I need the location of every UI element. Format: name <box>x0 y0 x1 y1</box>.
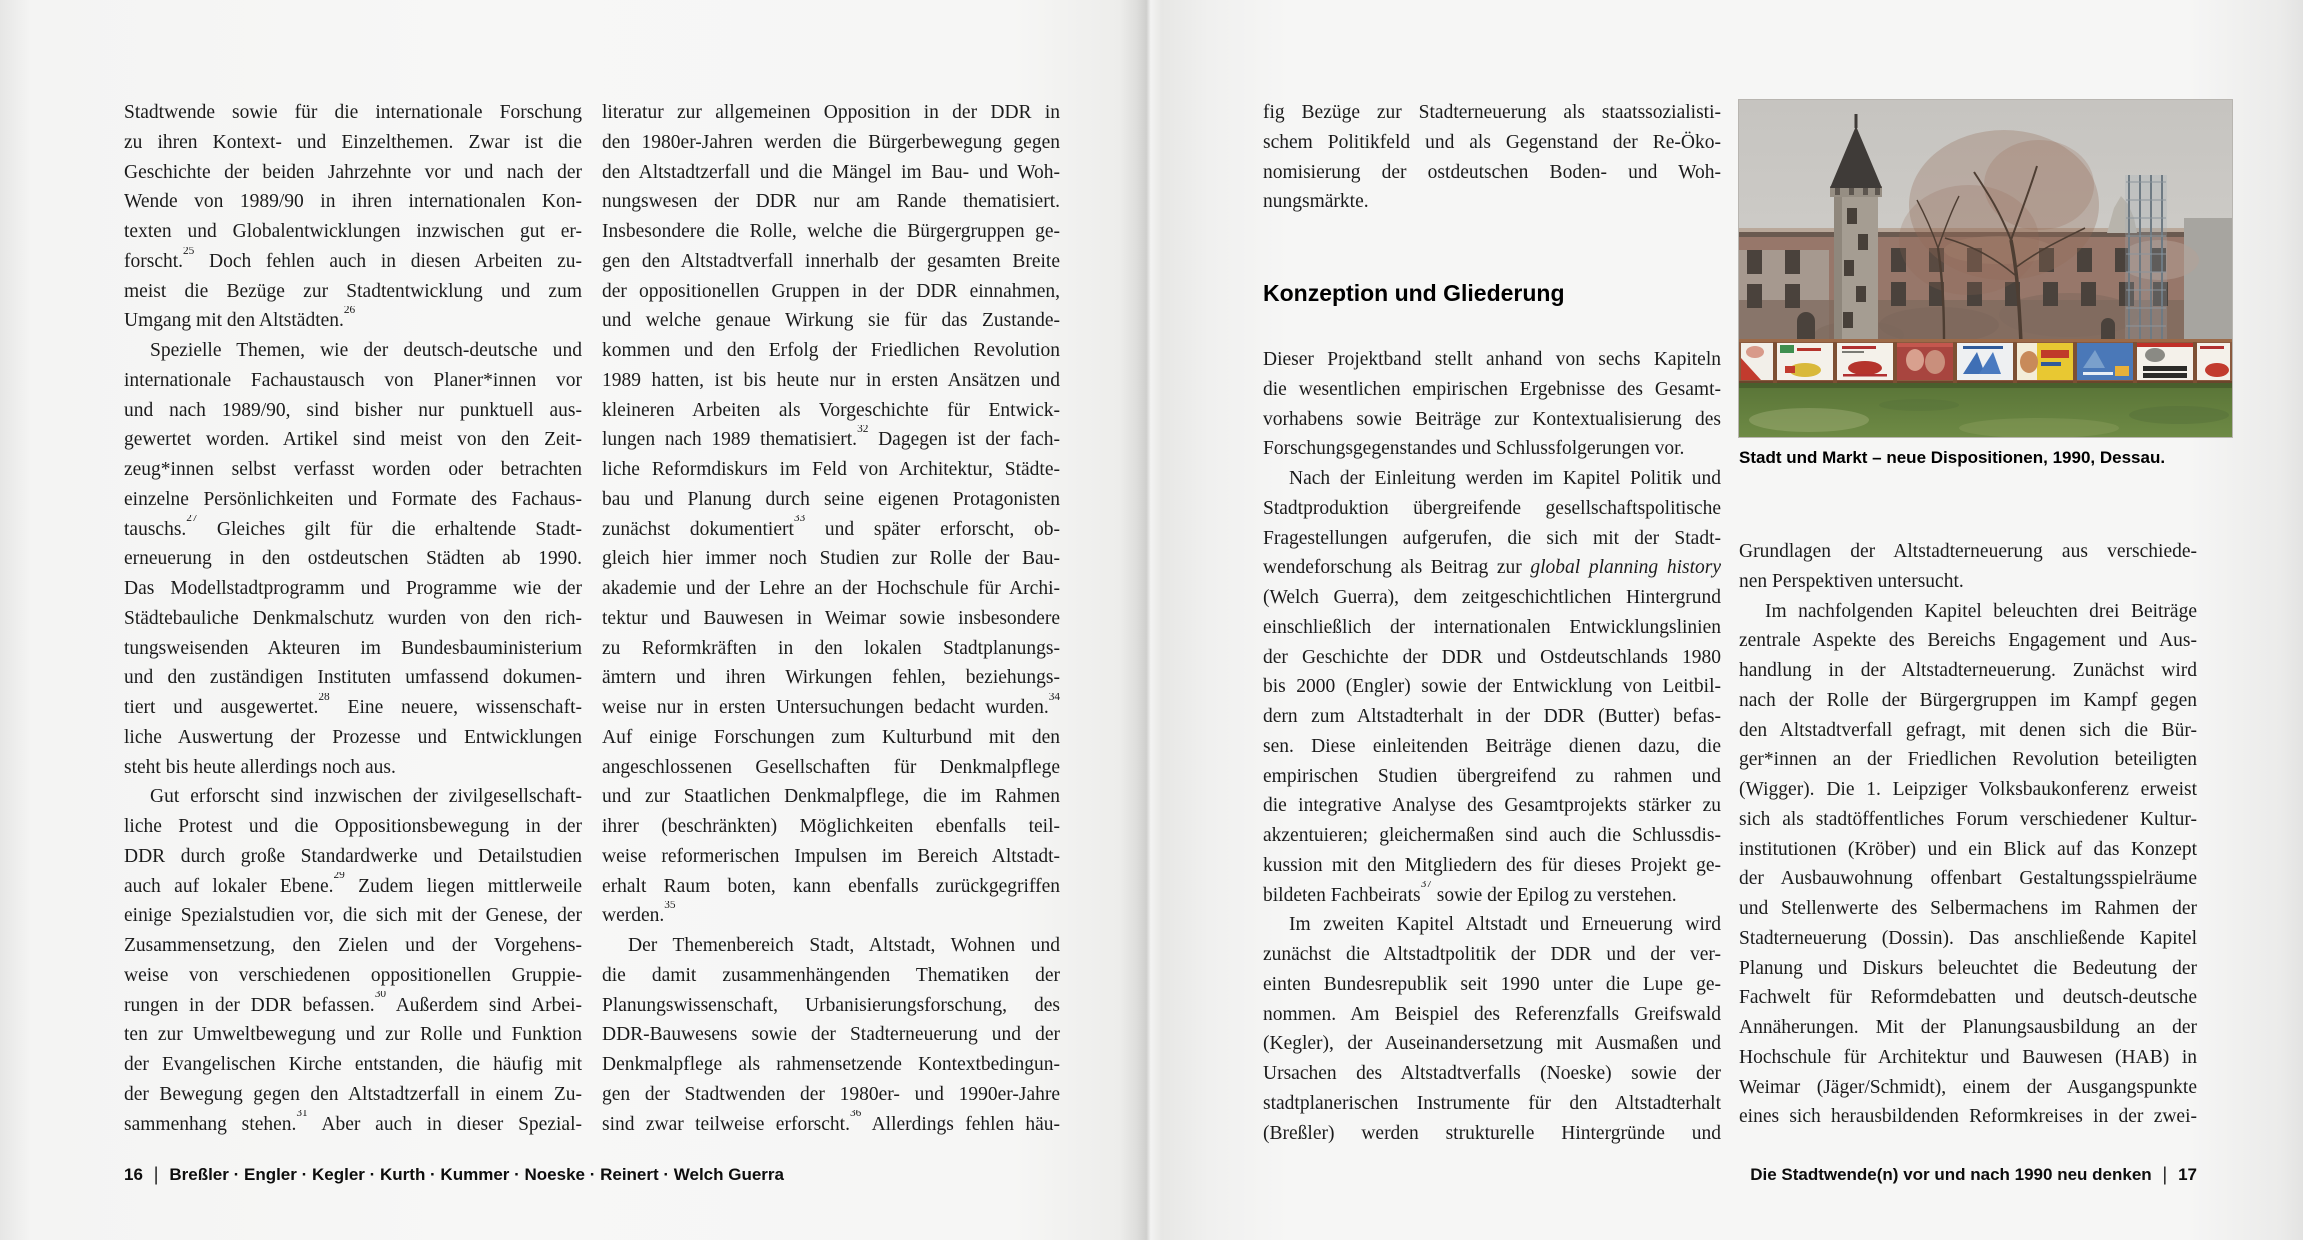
text-line: Stadtwende sowie für die internationale Forschung <box>124 102 582 123</box>
text-line: Wende von 1989/90 in ihren internationalen Kon- <box>124 191 582 213</box>
text-line: einten Bundesrepublik seit 1990 unter die Lupe ge- <box>1263 973 1721 995</box>
column-body <box>1739 537 2197 1132</box>
text-line: tiert und ausgewertet.$^{28}$ Eine neuere, wissenschaft- <box>124 693 582 718</box>
text-line: ämtern und ihren Wirkungen fehlen, beziehungs- <box>602 667 1060 689</box>
column-intro <box>1263 98 1721 217</box>
text-line: liche Reformdiskurs im Feld von Architektur, Städte- <box>602 459 1060 480</box>
text-line: lungen nach 1989 thematisiert.$^{32}$ Dagegen ist der fach- <box>602 425 1060 451</box>
text-line: nommen. Am Beispiel des Referenzfalls Greifswald <box>1263 1003 1721 1025</box>
text-line: Forschungsgegenstandes und Schlussfolgerungen vor. <box>1263 438 1685 460</box>
text-line: nen Perspektiven untersucht. <box>1739 570 1964 592</box>
text-line: fig Bezüge zur Stadterneuerung als staatssozialisti- <box>1263 102 1721 123</box>
text-line: Dieser Projektband stellt anhand von sechs Kapiteln <box>1263 349 1721 370</box>
page-number-left: 16 <box>124 1165 143 1184</box>
text-line: Städtebauliche Denkmalschutz wurden von den rich- <box>124 607 582 629</box>
text-line: auch auf lokaler Ebene.$^{29}$ Zudem liegen mittlerweile <box>124 871 582 897</box>
text-column-left-inner <box>602 98 1060 1139</box>
text-line: nungsmärkte. <box>1263 191 1369 213</box>
text-line: ger*innen an der Friedlichen Revolution beteiligten <box>1739 749 2197 771</box>
text-line: Im nachfolgenden Kapitel beleuchten drei Beiträge <box>1765 600 2197 622</box>
text-line: Gut erforscht sind inzwischen der zivilgesellschaft- <box>150 786 582 808</box>
text-line: Im zweiten Kapitel Altstadt und Erneuerung wird <box>1289 914 1721 936</box>
text-line: tauschs.$^{27}$ Gleiches gilt für die erhaltende Stadt- <box>124 514 582 540</box>
text-line: erneuerung in den ostdeutschen Städten ab 1990. <box>124 548 582 570</box>
text-line: gewertet worden. Artikel sind meist von den Zeit- <box>124 429 582 451</box>
photo-illustration <box>1739 100 2232 437</box>
text-line: der Bewegung gegen den Altstadtzerfall in einem Zu- <box>124 1083 582 1105</box>
grass <box>1739 383 2232 437</box>
text-line: kleineren Arbeiten als Vorgeschichte für Entwick- <box>602 399 1060 421</box>
text-line: Das Modellstadtprogramm und Programme wie der <box>124 578 582 599</box>
text-line: DDR-Bauwesens sowie der Stadterneuerung und der <box>602 1024 1060 1046</box>
text-line: der Ausbauwohnung offenbart Gestaltungsspielräume <box>1739 868 2197 890</box>
text-line: vorhabens sowie Beiträge zur Kontextualisierung des <box>1263 408 1721 430</box>
text-line: und zur Staatlichen Denkmalpflege, die im Rahmen <box>602 786 1060 808</box>
text-line: forscht.$^{25}$ Doch fehlen auch in diesen Arbeiten zu- <box>124 246 582 272</box>
text-line: sammenhang stehen.$^{31}$ Aber auch in dieser Spezial- <box>124 1109 582 1135</box>
text-line: Auf einige Forschungen zum Kulturbund mit den <box>602 726 1060 748</box>
text-line: tungsweisenden Akteuren im Bundesbauministerium <box>124 637 582 659</box>
text-line: Ursachen des Altstadtverfalls (Noeske) sowie der <box>1263 1063 1721 1084</box>
text-line: Geschichte der beiden Jahrzehnte vor und nach der <box>124 161 582 183</box>
text-line: Planung und Diskurs beleuchtet die Bedeutung der <box>1739 957 2197 979</box>
text-line: und nach 1989/90, sind bisher nur punktuell aus- <box>124 399 582 421</box>
footer-running-title: Die Stadtwende(n) vor und nach 1990 neu denken <box>1750 1165 2152 1184</box>
text-line: den Altstadtzerfall und die Mängel im Bau- und Woh- <box>602 161 1060 183</box>
text-line: (Welch Guerra), dem zeitgeschichtlichen Hintergrund <box>1263 587 1721 608</box>
billboards <box>1739 339 2232 387</box>
text-line: Hochschule für Architektur und Bauwesen (HAB) in <box>1739 1046 2197 1068</box>
text-line: sen. Diese einleitenden Beiträge dienen dazu, die <box>1263 735 1721 757</box>
footer-right <box>1750 1164 2197 1186</box>
text-line: (Kegler), der Auseinandersetzung mit Ausmaßen und <box>1263 1033 1721 1055</box>
text-line: kommen und den Erfolg der Friedlichen Revolution <box>602 340 1060 361</box>
text-line: der Evangelischen Kirche entstanden, die häufig mit <box>124 1054 582 1075</box>
text-line: wendeforschung als Beitrag zur global planning history <box>1263 557 1721 579</box>
text-line: handlung in der Altstadterneuerung. Zunächst wird <box>1739 660 2197 681</box>
text-line: ihrer (beschränkten) Möglichkeiten ebenfalls teil- <box>602 816 1060 837</box>
scaffolding <box>2125 175 2167 343</box>
text-line: weise von verschiedenen oppositionellen Gruppie- <box>124 964 582 986</box>
text-line: Zusammensetzung, den Zielen und der Vorgehens- <box>124 935 582 956</box>
text-column-right-inner <box>1263 98 1721 1148</box>
page-number-right: 17 <box>2178 1165 2197 1184</box>
text-line: Annäherungen. Mit der Planungsausbildung an der <box>1739 1017 2197 1038</box>
text-line: Denkmalpflege als rahmensetzende Kontextbedingun- <box>602 1054 1060 1075</box>
text-line: angeschlossenen Gesellschaften für Denkmalpflege <box>602 756 1060 778</box>
text-line: die wesentlichen empirischen Ergebnisse des Gesamt- <box>1263 378 1721 400</box>
text-line: nungswesen der DDR nur am Rande thematisiert. <box>602 191 1060 213</box>
text-line: zunächst dokumentiert$^{33}$ und später erforscht, ob- <box>602 514 1060 540</box>
text-line: Stadtproduktion übergreifende gesellschaftspolitische <box>1263 497 1721 519</box>
text-line: einzelne Persönlichkeiten und Formate des Fachaus- <box>124 488 582 510</box>
text-line: die integrative Analyse des Gesamtprojekts stärker zu <box>1263 795 1721 817</box>
text-line: werden.$^{35}$ <box>602 901 676 927</box>
text-line: steht bis heute allerdings noch aus. <box>124 756 396 778</box>
text-line: der oppositionellen Gruppen in der DDR einnahmen, <box>602 280 1060 302</box>
text-line: bildeten Fachbeirats$^{37}$ sowie der Epilog zu verstehen. <box>1263 880 1677 906</box>
text-line: empirischen Studien übergreifend zu rahmen und <box>1263 765 1721 787</box>
text-line: den 1980er-Jahren werden die Bürgerbewegung gegen <box>602 131 1060 153</box>
text-line: schem Politikfeld und als Gegenstand der Re-Öko- <box>1263 131 1721 153</box>
text-line: kussion mit den Mitgliedern des für dieses Projekt ge- <box>1263 854 1721 876</box>
footer-separator: | <box>153 1163 159 1186</box>
text-line: akademie und der Lehre an der Hochschule für Archi- <box>602 578 1060 599</box>
text-line: nomisierung der ostdeutschen Boden- und Woh- <box>1263 161 1721 183</box>
text-line: Grundlagen der Altstadterneuerung aus verschiede- <box>1739 541 2197 562</box>
text-line: Der Themenbereich Stadt, Altstadt, Wohnen und <box>628 935 1060 956</box>
text-line: zentrale Aspekte des Bereichs Engagement und Aus- <box>1739 630 2197 652</box>
text-line: texten und Globalentwicklungen inzwischen gut er- <box>124 221 582 242</box>
text-line: bau und Planung durch seine eigenen Protagonisten <box>602 488 1060 510</box>
text-line: institutionen (Kröber) und ein Blick auf das Konzept <box>1739 838 2197 860</box>
text-line: internationale Fachaustausch von Planer*innen vor <box>124 369 582 391</box>
text-line: tektur und Bauwesen in Weimar sowie insbesondere <box>602 607 1060 629</box>
text-line: gen der Stadtwenden der 1980er- und 1990er-Jahre <box>602 1083 1060 1105</box>
text-line: rungen in der DDR befassen.$^{30}$ Außerdem sind Arbei- <box>124 990 582 1016</box>
text-line: meist die Bezüge zur Stadtentwicklung und zum <box>124 280 582 302</box>
text-line: zunächst die Altstadtpolitik der DDR und der ver- <box>1263 944 1721 965</box>
text-line: einige Spezialstudien vor, die sich mit der Genese, der <box>124 905 582 927</box>
text-line: (Wigger). Die 1. Leipziger Volksbaukonferenz erweist <box>1739 779 2197 800</box>
text-line: dern zum Altstadterhalt in der DDR (Butter) befas- <box>1263 706 1721 727</box>
text-line: Insbesondere die Rolle, welche die Bürgergruppen ge- <box>602 221 1060 242</box>
text-line: stadtplanerischen Instrumente für den Altstadterhalt <box>1263 1092 1721 1114</box>
footer-authors: Breßler · Engler · Kegler · Kurth · Kummer · Noeske · Reinert · Welch Guerra <box>169 1165 784 1184</box>
section-heading: Konzeption und Gliederung <box>1263 280 1565 306</box>
text-line: 1989 hatten, ist bis heute nur in ersten Ansätzen und <box>602 369 1060 391</box>
photo <box>1739 100 2232 437</box>
text-line: Nach der Einleitung werden im Kapitel Politik und <box>1289 468 1721 489</box>
text-line: gen den Altstadtverfall innerhalb der gesamten Breite <box>602 250 1060 272</box>
text-line: und den zuständigen Instituten umfassend dokumen- <box>124 667 582 689</box>
text-line: einschließlich der internationalen Entwicklungslinien <box>1263 616 1721 638</box>
text-line: eines sich herausbildenden Reformkreises in der zwei- <box>1739 1106 2197 1128</box>
text-line: nach der Rolle der Bürgergruppen im Kampf gegen <box>1739 689 2197 711</box>
text-line: weise nur in ersten Untersuchungen bedacht wurden.$^{34}$ <box>602 693 1060 718</box>
text-line: akzentuieren; gleichermaßen sind auch die Schlussdis- <box>1263 825 1721 846</box>
text-line: Planungswissenschaft, Urbanisierungsforschung, des <box>602 994 1060 1016</box>
text-line: gleich hier immer noch Studien zur Rolle der Bau- <box>602 548 1060 570</box>
text-line: und Stellenwerte des Selbermachens im Rahmen der <box>1739 898 2197 919</box>
text-line: Spezielle Themen, wie der deutsch-deutsche und <box>150 340 582 361</box>
text-line: bis 2000 (Engler) sowie der Entwicklung von Leitbil- <box>1263 676 1721 698</box>
text-line: Umgang mit den Altstädten.$^{26}$ <box>124 306 356 332</box>
text-line: Fragestellungen aufgerufen, die sich mit der Stadt- <box>1263 527 1721 549</box>
text-line: liche Protest und die Oppositionsbewegung in der <box>124 816 582 837</box>
text-line: (Breßler) werden strukturelle Hintergründe und <box>1263 1122 1721 1144</box>
text-line: weise reformerischen Impulsen im Bereich Altstadt- <box>602 845 1060 867</box>
text-line: den Altstadtverfall gefragt, mit denen sich die Bür- <box>1739 719 2197 741</box>
text-line: und welche genaue Wirkung sie für das Zustande- <box>602 310 1060 332</box>
text-line: literatur zur allgemeinen Opposition in der DDR in <box>602 102 1060 123</box>
text-column-right-outer <box>1739 100 2232 1132</box>
text-line: sich als stadtöffentliches Forum verschiedener Kultur- <box>1739 808 2197 830</box>
text-line: der Geschichte der DDR und Ostdeutschlands 1980 <box>1263 646 1721 668</box>
text-line: zeug*innen selbst verfasst worden oder betrachten <box>124 459 582 480</box>
text-line: Fachwelt für Reformdebatten und deutsch-deutsche <box>1739 987 2197 1009</box>
footer-separator: | <box>2162 1163 2168 1186</box>
text-line: die damit zusammenhängenden Thematiken der <box>602 964 1060 986</box>
text-line: Weimar (Jäger/Schmidt), einem der Ausgangspunkte <box>1739 1076 2197 1098</box>
column-body <box>1263 345 1721 1148</box>
text-line: zu Reformkräften in den lokalen Stadtplanungs- <box>602 637 1060 659</box>
text-line: zu ihren Kontext- und Einzelthemen. Zwar ist die <box>124 131 582 153</box>
text-line: ten zur Umweltbewegung und zur Rolle und Funktion <box>124 1024 582 1046</box>
text-line: Stadterneuerung (Dossin). Das anschließende Kapitel <box>1739 927 2197 949</box>
text-line: sind zwar teilweise erforscht.$^{36}$ Allerdings fehlen häu- <box>602 1109 1060 1135</box>
text-column-left-outer <box>124 98 582 1139</box>
footer-left <box>124 1164 784 1186</box>
text-line: liche Auswertung der Prozesse und Entwicklungen <box>124 726 582 748</box>
text-line: DDR durch große Standardwerke und Detailstudien <box>124 845 582 867</box>
photo-caption: Stadt und Markt – neue Dispositionen, 1990, Dessau. <box>1739 448 2166 467</box>
text-line: erhalt Raum boten, kann ebenfalls zurückgegriffen <box>602 875 1060 897</box>
